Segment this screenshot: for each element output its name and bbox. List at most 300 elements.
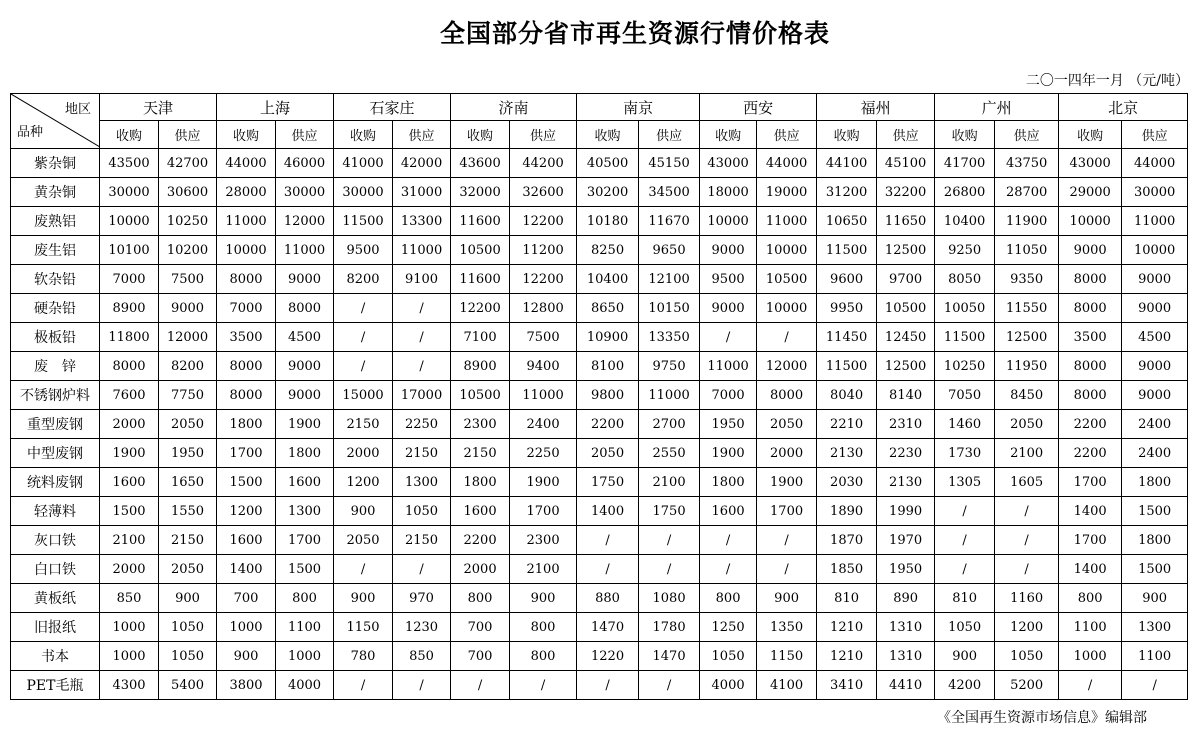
buy-price-cell: 10000 (700, 207, 757, 236)
buy-price-cell: 1800 (700, 468, 757, 497)
table-row (11, 265, 1188, 294)
buy-price-cell: 10900 (577, 323, 639, 352)
item-label: 品种 (17, 125, 44, 140)
item-name-cell: 废 锌 (11, 352, 100, 381)
supply-price-cell: 2130 (877, 468, 935, 497)
supply-price-cell: 9650 (639, 236, 700, 265)
supply-price-cell: 4100 (757, 671, 817, 700)
buy-price-cell: 2050 (577, 439, 639, 468)
item-name-cell: 废熟铝 (11, 207, 100, 236)
buy-price-cell: 18000 (700, 178, 757, 207)
supply-price-cell: 2300 (510, 526, 577, 555)
buy-price-cell: 8650 (577, 294, 639, 323)
supply-price-cell: / (1122, 671, 1188, 700)
region-header: 北京 (1059, 94, 1188, 121)
supply-price-cell: 32200 (877, 178, 935, 207)
supply-price-cell: 46000 (276, 149, 334, 178)
supply-price-cell: 2150 (393, 526, 451, 555)
buy-price-cell: / (935, 555, 995, 584)
supply-price-cell: 12000 (159, 323, 217, 352)
supply-price-cell: 11200 (510, 236, 577, 265)
buy-price-cell: 11800 (100, 323, 159, 352)
buy-price-cell: 3410 (817, 671, 877, 700)
item-name-cell: 紫杂铜 (11, 149, 100, 178)
buy-price-cell: 2000 (100, 555, 159, 584)
buy-price-cell: 700 (217, 584, 276, 613)
supply-price-cell: / (639, 671, 700, 700)
buy-price-cell: 28000 (217, 178, 276, 207)
buy-price-cell: 1200 (334, 468, 393, 497)
supply-price-cell: 17000 (393, 381, 451, 410)
supply-price-cell: 43750 (995, 149, 1059, 178)
item-name-cell: 废生铝 (11, 236, 100, 265)
buy-price-cell: 11500 (817, 352, 877, 381)
buy-price-cell: 8000 (1059, 352, 1122, 381)
buy-price-header: 收购 (217, 121, 276, 149)
buy-price-cell: 2200 (577, 410, 639, 439)
supply-price-cell: 9000 (1122, 352, 1188, 381)
region-label: 地区 (64, 102, 91, 117)
supply-price-cell: 970 (393, 584, 451, 613)
supply-price-cell: 1100 (1122, 642, 1188, 671)
buy-price-cell: 2200 (1059, 410, 1122, 439)
table-row (11, 526, 1188, 555)
supply-price-cell: 7500 (510, 323, 577, 352)
supply-price-cell: 1605 (995, 468, 1059, 497)
buy-price-cell: 1750 (577, 468, 639, 497)
supply-price-cell: 2100 (639, 468, 700, 497)
buy-price-cell: 10400 (935, 207, 995, 236)
buy-price-cell: 8000 (1059, 265, 1122, 294)
buy-price-cell: 10250 (935, 352, 995, 381)
buy-price-cell: 11500 (334, 207, 393, 236)
supply-price-cell: 8140 (877, 381, 935, 410)
supply-price-cell: / (639, 526, 700, 555)
supply-price-cell: 1650 (159, 468, 217, 497)
table-row (11, 497, 1188, 526)
supply-price-cell: / (393, 352, 451, 381)
table-row (11, 149, 1188, 178)
supply-price-cell: 4500 (1122, 323, 1188, 352)
buy-price-cell: 1800 (451, 468, 510, 497)
buy-price-header: 收购 (935, 121, 995, 149)
supply-price-cell: 13350 (639, 323, 700, 352)
supply-price-cell: 12000 (757, 352, 817, 381)
supply-price-cell: / (510, 671, 577, 700)
buy-price-cell: 1000 (1059, 642, 1122, 671)
supply-price-cell: 10000 (757, 236, 817, 265)
buy-price-cell: 3500 (217, 323, 276, 352)
supply-price-cell: 10200 (159, 236, 217, 265)
buy-price-cell: 8000 (100, 352, 159, 381)
buy-price-cell: 8000 (1059, 294, 1122, 323)
supply-price-cell: 1900 (510, 468, 577, 497)
buy-price-cell: / (935, 497, 995, 526)
supply-price-cell: 2700 (639, 410, 700, 439)
buy-price-cell: 1400 (1059, 555, 1122, 584)
supply-price-cell: 1050 (393, 497, 451, 526)
supply-price-cell: 1150 (757, 642, 817, 671)
supply-price-cell: 2050 (995, 410, 1059, 439)
supply-price-cell: / (757, 555, 817, 584)
table-row (11, 323, 1188, 352)
supply-price-cell: 1800 (1122, 468, 1188, 497)
buy-price-cell: 1600 (451, 497, 510, 526)
supply-price-cell: 1970 (877, 526, 935, 555)
supply-price-cell: 1350 (757, 613, 817, 642)
supply-price-cell: 1000 (276, 642, 334, 671)
buy-price-cell: 32000 (451, 178, 510, 207)
supply-price-cell: 2150 (393, 439, 451, 468)
supply-price-cell: 2310 (877, 410, 935, 439)
buy-price-cell: 10500 (451, 236, 510, 265)
buy-price-header: 收购 (100, 121, 159, 149)
supply-price-cell: / (757, 526, 817, 555)
buy-price-cell: 1700 (217, 439, 276, 468)
supply-price-cell: 2230 (877, 439, 935, 468)
supply-price-cell: / (393, 323, 451, 352)
supply-price-header: 供应 (276, 121, 334, 149)
buy-price-cell: / (700, 323, 757, 352)
region-header: 广州 (935, 94, 1059, 121)
buy-price-cell: 8900 (100, 294, 159, 323)
supply-price-cell: 12800 (510, 294, 577, 323)
supply-price-cell: 11550 (995, 294, 1059, 323)
supply-price-cell: 10500 (757, 265, 817, 294)
buy-price-cell: 1200 (217, 497, 276, 526)
buy-price-cell: 44000 (217, 149, 276, 178)
buy-price-cell: 8050 (935, 265, 995, 294)
table-row (11, 236, 1188, 265)
buy-price-cell: 1870 (817, 526, 877, 555)
buy-price-cell: 1400 (217, 555, 276, 584)
buy-price-cell: 10050 (935, 294, 995, 323)
supply-price-cell: 1310 (877, 642, 935, 671)
buy-price-cell: 8000 (217, 265, 276, 294)
item-name-cell: 统料废钢 (11, 468, 100, 497)
buy-price-cell: 11450 (817, 323, 877, 352)
supply-price-cell: 890 (877, 584, 935, 613)
supply-price-cell: 5200 (995, 671, 1059, 700)
supply-price-cell: 11900 (995, 207, 1059, 236)
supply-price-cell: 9000 (276, 381, 334, 410)
buy-price-cell: 1700 (1059, 468, 1122, 497)
region-header: 石家庄 (334, 94, 451, 121)
buy-price-cell: 1000 (100, 613, 159, 642)
item-name-cell: 旧报纸 (11, 613, 100, 642)
supply-price-header: 供应 (757, 121, 817, 149)
buy-price-cell: 1470 (577, 613, 639, 642)
buy-price-cell: 2100 (100, 526, 159, 555)
supply-price-cell: 1700 (510, 497, 577, 526)
buy-price-cell: 1900 (700, 439, 757, 468)
buy-price-cell: 1305 (935, 468, 995, 497)
buy-price-header: 收购 (700, 121, 757, 149)
supply-price-cell: 1900 (757, 468, 817, 497)
buy-price-cell: 1100 (1059, 613, 1122, 642)
buy-price-cell: 30000 (334, 178, 393, 207)
buy-price-cell: 1250 (700, 613, 757, 642)
supply-price-cell: 10500 (877, 294, 935, 323)
table-row (11, 381, 1188, 410)
buy-price-cell: 800 (451, 584, 510, 613)
date-unit-label: 二〇一四年一月 （元/吨） (1025, 73, 1189, 89)
table-row (11, 410, 1188, 439)
supply-price-cell: 2050 (159, 410, 217, 439)
buy-price-cell: 1460 (935, 410, 995, 439)
buy-price-cell: 1950 (700, 410, 757, 439)
supply-price-cell: 10150 (639, 294, 700, 323)
region-header: 济南 (451, 94, 577, 121)
supply-price-cell: 12200 (510, 207, 577, 236)
supply-price-cell: 9000 (1122, 381, 1188, 410)
supply-price-cell: 1050 (159, 613, 217, 642)
buy-price-cell: 43000 (700, 149, 757, 178)
supply-price-cell: 7500 (159, 265, 217, 294)
supply-price-cell: 2100 (995, 439, 1059, 468)
table-row (11, 671, 1188, 700)
buy-price-cell: 2000 (451, 555, 510, 584)
buy-price-cell: 2210 (817, 410, 877, 439)
buy-price-cell: 8250 (577, 236, 639, 265)
supply-price-cell: 8200 (159, 352, 217, 381)
item-name-cell: 轻薄料 (11, 497, 100, 526)
buy-price-cell: 900 (217, 642, 276, 671)
item-name-cell: 重型废钢 (11, 410, 100, 439)
supply-price-cell: 1800 (1122, 526, 1188, 555)
item-name-cell: 软杂铅 (11, 265, 100, 294)
buy-price-cell: 900 (334, 497, 393, 526)
supply-price-cell: 7750 (159, 381, 217, 410)
buy-price-cell: 10180 (577, 207, 639, 236)
supply-price-cell: 2100 (510, 555, 577, 584)
table-row (11, 642, 1188, 671)
supply-price-header: 供应 (393, 121, 451, 149)
buy-price-cell: 8200 (334, 265, 393, 294)
supply-price-cell: 2400 (1122, 410, 1188, 439)
buy-price-cell: 1000 (217, 613, 276, 642)
table-row (11, 352, 1188, 381)
supply-price-cell: 28700 (995, 178, 1059, 207)
buy-price-cell: 8000 (217, 381, 276, 410)
buy-price-header: 收购 (334, 121, 393, 149)
buy-price-cell: 1800 (217, 410, 276, 439)
buy-price-cell: 8100 (577, 352, 639, 381)
supply-price-cell: 9100 (393, 265, 451, 294)
supply-price-cell: / (757, 323, 817, 352)
buy-price-cell: 1730 (935, 439, 995, 468)
buy-price-cell: 7000 (217, 294, 276, 323)
buy-price-cell: 9000 (1059, 236, 1122, 265)
supply-price-cell: 2250 (510, 439, 577, 468)
buy-price-cell: 8000 (217, 352, 276, 381)
buy-price-cell: 780 (334, 642, 393, 671)
supply-price-cell: 1230 (393, 613, 451, 642)
buy-price-cell: 2000 (100, 410, 159, 439)
item-name-cell: 硬杂铅 (11, 294, 100, 323)
buy-price-cell: 9600 (817, 265, 877, 294)
buy-price-cell: 4000 (700, 671, 757, 700)
table-row (11, 207, 1188, 236)
supply-price-cell: 11000 (757, 207, 817, 236)
supply-price-cell: 12500 (877, 236, 935, 265)
item-name-cell: PET毛瓶 (11, 671, 100, 700)
table-row (11, 294, 1188, 323)
buy-price-cell: 8040 (817, 381, 877, 410)
buy-price-cell: 2200 (451, 526, 510, 555)
supply-price-cell: 1500 (1122, 497, 1188, 526)
supply-price-cell: 8000 (757, 381, 817, 410)
table-row (11, 468, 1188, 497)
buy-price-cell: / (334, 671, 393, 700)
buy-price-cell: 41000 (334, 149, 393, 178)
supply-price-cell: 8000 (276, 294, 334, 323)
supply-price-cell: 1050 (995, 642, 1059, 671)
supply-price-cell: 1500 (276, 555, 334, 584)
supply-price-cell: 1300 (276, 497, 334, 526)
supply-price-cell: 9000 (276, 265, 334, 294)
buy-price-cell: 10500 (451, 381, 510, 410)
buy-price-cell: / (334, 323, 393, 352)
supply-price-cell: 9000 (159, 294, 217, 323)
buy-price-cell: 1600 (217, 526, 276, 555)
supply-price-cell: 1800 (276, 439, 334, 468)
buy-price-cell: 3800 (217, 671, 276, 700)
table-row (11, 439, 1188, 468)
supply-price-cell: 11000 (639, 381, 700, 410)
buy-price-cell: 2050 (334, 526, 393, 555)
supply-price-cell: 850 (393, 642, 451, 671)
buy-price-cell: / (935, 526, 995, 555)
buy-price-cell: 7050 (935, 381, 995, 410)
buy-price-cell: 41700 (935, 149, 995, 178)
buy-price-cell: 2130 (817, 439, 877, 468)
supply-price-cell: 4500 (276, 323, 334, 352)
supply-price-cell: 2400 (510, 410, 577, 439)
buy-price-cell: 9000 (700, 294, 757, 323)
buy-price-header: 收购 (451, 121, 510, 149)
buy-price-cell: 10000 (1059, 207, 1122, 236)
supply-price-cell: 12450 (877, 323, 935, 352)
buy-price-cell: / (577, 526, 639, 555)
buy-price-cell: 1400 (577, 497, 639, 526)
buy-price-cell: 1000 (100, 642, 159, 671)
supply-price-cell: 1300 (393, 468, 451, 497)
supply-price-cell: 1200 (995, 613, 1059, 642)
buy-price-cell: 1600 (100, 468, 159, 497)
supply-price-cell: 42700 (159, 149, 217, 178)
buy-price-cell: 10000 (100, 207, 159, 236)
supply-price-cell: 30000 (1122, 178, 1188, 207)
buy-price-cell: 7000 (700, 381, 757, 410)
supply-price-header: 供应 (159, 121, 217, 149)
buy-price-cell: 2200 (1059, 439, 1122, 468)
buy-price-cell: 1900 (100, 439, 159, 468)
buy-price-cell: 10100 (100, 236, 159, 265)
supply-price-cell: 44200 (510, 149, 577, 178)
buy-price-cell: 3500 (1059, 323, 1122, 352)
buy-price-cell: 8900 (451, 352, 510, 381)
buy-price-cell: 9250 (935, 236, 995, 265)
buy-price-cell: 11600 (451, 207, 510, 236)
supply-price-cell: 11000 (1122, 207, 1188, 236)
item-name-cell: 极板铅 (11, 323, 100, 352)
buy-price-cell: 1220 (577, 642, 639, 671)
supply-price-cell: / (393, 555, 451, 584)
buy-price-cell: 8000 (1059, 381, 1122, 410)
supply-price-cell: 12500 (877, 352, 935, 381)
buy-price-cell: 850 (100, 584, 159, 613)
buy-price-cell: 26800 (935, 178, 995, 207)
buy-price-cell: 30200 (577, 178, 639, 207)
region-header: 天津 (100, 94, 217, 121)
supply-price-cell: / (995, 555, 1059, 584)
buy-price-cell: 7600 (100, 381, 159, 410)
supply-price-cell: / (995, 497, 1059, 526)
supply-price-cell: 1950 (877, 555, 935, 584)
buy-price-cell: 7100 (451, 323, 510, 352)
supply-price-cell: 1300 (1122, 613, 1188, 642)
supply-price-cell: 11950 (995, 352, 1059, 381)
buy-price-cell: 11500 (817, 236, 877, 265)
supply-price-cell: 1990 (877, 497, 935, 526)
buy-price-cell: 9500 (334, 236, 393, 265)
supply-price-header: 供应 (877, 121, 935, 149)
supply-price-cell: 1750 (639, 497, 700, 526)
item-name-cell: 书本 (11, 642, 100, 671)
supply-price-cell: 11670 (639, 207, 700, 236)
supply-price-header: 供应 (639, 121, 700, 149)
item-name-cell: 黄杂铜 (11, 178, 100, 207)
buy-price-cell: 10650 (817, 207, 877, 236)
buy-price-cell: 44100 (817, 149, 877, 178)
supply-price-cell: 2150 (159, 526, 217, 555)
supply-price-cell: 900 (1122, 584, 1188, 613)
buy-price-cell: 43000 (1059, 149, 1122, 178)
buy-price-cell: 1500 (100, 497, 159, 526)
buy-price-cell: 1050 (700, 642, 757, 671)
supply-price-cell: 5400 (159, 671, 217, 700)
supply-price-cell: 2050 (757, 410, 817, 439)
buy-price-cell: 1210 (817, 642, 877, 671)
buy-price-cell: 7000 (100, 265, 159, 294)
buy-price-cell: 810 (935, 584, 995, 613)
supply-price-cell: / (995, 526, 1059, 555)
supply-price-cell: 32600 (510, 178, 577, 207)
supply-price-cell: 11000 (276, 236, 334, 265)
supply-price-cell: 4410 (877, 671, 935, 700)
supply-price-cell: 45150 (639, 149, 700, 178)
buy-price-cell: 4300 (100, 671, 159, 700)
buy-price-cell: / (700, 555, 757, 584)
buy-price-cell: / (577, 555, 639, 584)
buy-price-header: 收购 (1059, 121, 1122, 149)
item-name-cell: 灰口铁 (11, 526, 100, 555)
supply-price-cell: 9000 (1122, 265, 1188, 294)
supply-price-cell: 2250 (393, 410, 451, 439)
supply-price-cell: 2550 (639, 439, 700, 468)
price-table (10, 93, 1188, 700)
supply-price-header: 供应 (510, 121, 577, 149)
supply-price-cell: 10000 (757, 294, 817, 323)
buy-price-cell: 43600 (451, 149, 510, 178)
supply-price-cell: 8450 (995, 381, 1059, 410)
supply-price-cell: 44000 (1122, 149, 1188, 178)
supply-price-cell: 9750 (639, 352, 700, 381)
buy-price-cell: 1700 (1059, 526, 1122, 555)
buy-price-cell: 900 (935, 642, 995, 671)
supply-price-cell: 800 (510, 613, 577, 642)
